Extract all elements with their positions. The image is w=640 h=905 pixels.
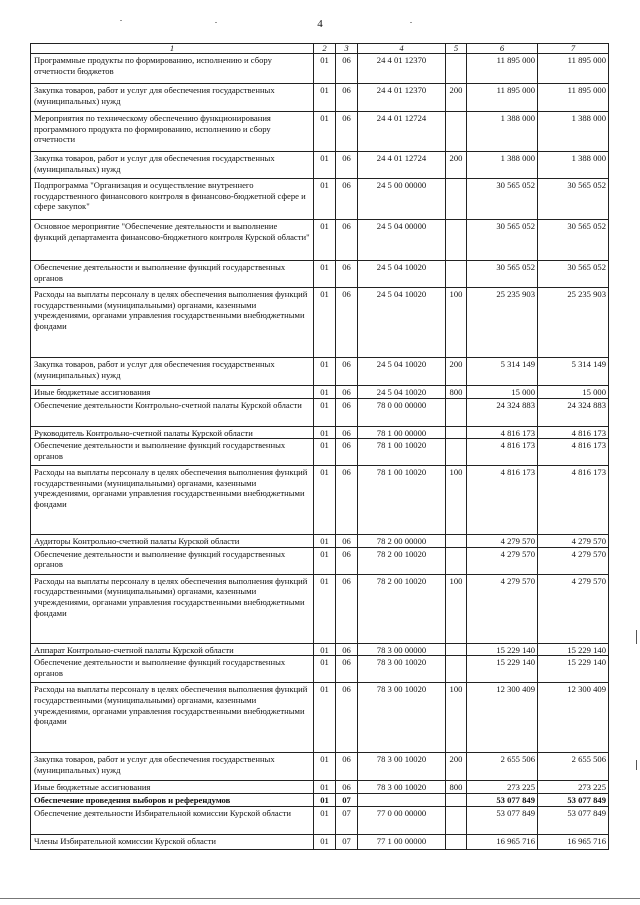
row-name: Мероприятия по техническому обеспечению функционирования программного продукта по формированию, исполнению и сбору отчетности xyxy=(31,112,314,152)
row-amount-col6: 11 895 000 xyxy=(467,84,538,112)
scan-edge-mark xyxy=(636,760,637,770)
row-expense-type: 100 xyxy=(446,683,467,753)
row-subsection: 06 xyxy=(336,781,358,794)
row-amount-col7: 11 895 000 xyxy=(538,54,609,84)
row-target-article: 78 1 00 10020 xyxy=(358,439,446,466)
row-section: 01 xyxy=(314,439,336,466)
scan-speck xyxy=(410,22,412,23)
row-target-article: 24 5 04 00000 xyxy=(358,220,446,261)
row-amount-col7: 5 314 149 xyxy=(538,358,609,386)
row-expense-type: 200 xyxy=(446,84,467,112)
row-subsection: 06 xyxy=(336,386,358,399)
table-row xyxy=(31,656,609,683)
row-subsection: 06 xyxy=(336,547,358,574)
row-expense-type: 200 xyxy=(446,358,467,386)
row-amount-col7: 16 965 716 xyxy=(538,834,609,849)
row-amount-col6: 15 229 140 xyxy=(467,643,538,656)
row-section: 01 xyxy=(314,179,336,220)
row-amount-col6: 15 229 140 xyxy=(467,656,538,683)
row-subsection: 06 xyxy=(336,753,358,781)
row-expense-type xyxy=(446,535,467,548)
row-amount-col7: 4 816 173 xyxy=(538,466,609,535)
row-subsection: 06 xyxy=(336,358,358,386)
row-amount-col6: 53 077 849 xyxy=(467,793,538,806)
row-target-article: 78 0 00 00000 xyxy=(358,398,446,426)
row-section: 01 xyxy=(314,466,336,535)
row-subsection: 06 xyxy=(336,643,358,656)
row-section: 01 xyxy=(314,574,336,643)
row-name: Закупка товаров, работ и услуг для обеспечения государственных (муниципальных) нужд xyxy=(31,84,314,112)
row-section: 01 xyxy=(314,152,336,179)
row-amount-col6: 273 225 xyxy=(467,781,538,794)
row-section: 01 xyxy=(314,386,336,399)
row-expense-type xyxy=(446,439,467,466)
row-name: Программные продукты по формированию, исполнению и сбору отчетности бюджетов xyxy=(31,54,314,84)
row-expense-type: 100 xyxy=(446,288,467,358)
column-header-3: 3 xyxy=(336,44,358,54)
row-name: Расходы на выплаты персоналу в целях обеспечения выполнения функций государственными (муниципальными) органами, казенными учреждениями, органами управления государственными внебюджетными фондами xyxy=(31,466,314,535)
row-name: Расходы на выплаты персоналу в целях обеспечения выполнения функций государственными (муниципальными) органами, казенными учреждениями, органами управления государственными внебюджетными фондами xyxy=(31,574,314,643)
row-target-article: 78 2 00 10020 xyxy=(358,547,446,574)
row-name: Иные бюджетные ассигнования xyxy=(31,781,314,794)
row-name: Руководитель Контрольно-счетной палаты Курской области xyxy=(31,426,314,439)
row-amount-col7: 30 565 052 xyxy=(538,179,609,220)
row-amount-col6: 15 000 xyxy=(467,386,538,399)
row-expense-type xyxy=(446,426,467,439)
row-amount-col6: 11 895 000 xyxy=(467,54,538,84)
row-target-article xyxy=(358,793,446,806)
row-target-article: 78 3 00 10020 xyxy=(358,753,446,781)
row-section: 01 xyxy=(314,84,336,112)
row-section: 01 xyxy=(314,220,336,261)
row-section: 01 xyxy=(314,547,336,574)
row-subsection: 07 xyxy=(336,806,358,834)
row-subsection: 06 xyxy=(336,220,358,261)
row-amount-col6: 12 300 409 xyxy=(467,683,538,753)
row-amount-col7: 30 565 052 xyxy=(538,261,609,288)
table-row xyxy=(31,426,609,439)
row-name: Обеспечение деятельности и выполнение функций государственных органов xyxy=(31,656,314,683)
row-target-article: 78 3 00 00000 xyxy=(358,643,446,656)
row-amount-col7: 4 816 173 xyxy=(538,426,609,439)
row-name: Закупка товаров, работ и услуг для обеспечения государственных (муниципальных) нужд xyxy=(31,358,314,386)
row-name: Члены Избирательной комиссии Курской области xyxy=(31,834,314,849)
row-section: 01 xyxy=(314,112,336,152)
row-subsection: 06 xyxy=(336,439,358,466)
column-header-4: 4 xyxy=(358,44,446,54)
table-row xyxy=(31,84,609,112)
table-row xyxy=(31,806,609,834)
row-name: Обеспечение деятельности и выполнение функций государственных органов xyxy=(31,547,314,574)
table-row xyxy=(31,574,609,643)
row-subsection: 06 xyxy=(336,656,358,683)
row-expense-type: 200 xyxy=(446,152,467,179)
row-expense-type: 100 xyxy=(446,466,467,535)
column-header-1: 1 xyxy=(31,44,314,54)
row-name: Обеспечение деятельности и выполнение функций государственных органов xyxy=(31,261,314,288)
row-target-article: 24 5 04 10020 xyxy=(358,386,446,399)
row-subsection: 07 xyxy=(336,834,358,849)
column-header-5: 5 xyxy=(446,44,467,54)
row-subsection: 06 xyxy=(336,54,358,84)
row-target-article: 24 5 00 00000 xyxy=(358,179,446,220)
page-number: 4 xyxy=(317,18,323,30)
row-expense-type: 200 xyxy=(446,753,467,781)
row-amount-col6: 24 324 883 xyxy=(467,398,538,426)
row-target-article: 24 5 04 10020 xyxy=(358,288,446,358)
row-amount-col7: 15 000 xyxy=(538,386,609,399)
row-target-article: 77 0 00 00000 xyxy=(358,806,446,834)
row-target-article: 78 1 00 00000 xyxy=(358,426,446,439)
row-subsection: 06 xyxy=(336,535,358,548)
table-row xyxy=(31,781,609,794)
table-row xyxy=(31,535,609,548)
row-name: Обеспечение проведения выборов и референдумов xyxy=(31,793,314,806)
row-amount-col7: 15 229 140 xyxy=(538,643,609,656)
row-expense-type xyxy=(446,54,467,84)
table-row xyxy=(31,466,609,535)
row-amount-col6: 30 565 052 xyxy=(467,220,538,261)
row-target-article: 78 2 00 10020 xyxy=(358,574,446,643)
row-expense-type xyxy=(446,179,467,220)
table-row xyxy=(31,261,609,288)
table-row xyxy=(31,386,609,399)
row-amount-col7: 273 225 xyxy=(538,781,609,794)
row-subsection: 06 xyxy=(336,574,358,643)
row-amount-col6: 1 388 000 xyxy=(467,152,538,179)
row-expense-type: 100 xyxy=(446,574,467,643)
row-section: 01 xyxy=(314,656,336,683)
row-amount-col6: 4 816 173 xyxy=(467,466,538,535)
table-row xyxy=(31,398,609,426)
row-amount-col7: 4 279 570 xyxy=(538,547,609,574)
row-amount-col6: 2 655 506 xyxy=(467,753,538,781)
table-row xyxy=(31,793,609,806)
row-target-article: 24 4 01 12724 xyxy=(358,112,446,152)
row-name: Обеспечение деятельности Избирательной комиссии Курской области xyxy=(31,806,314,834)
row-expense-type: 800 xyxy=(446,781,467,794)
row-expense-type xyxy=(446,793,467,806)
table-row xyxy=(31,152,609,179)
row-subsection: 06 xyxy=(336,152,358,179)
row-section: 01 xyxy=(314,398,336,426)
row-section: 01 xyxy=(314,54,336,84)
row-amount-col7: 53 077 849 xyxy=(538,806,609,834)
row-amount-col6: 5 314 149 xyxy=(467,358,538,386)
row-target-article: 24 4 01 12370 xyxy=(358,84,446,112)
table-row xyxy=(31,643,609,656)
row-section: 01 xyxy=(314,806,336,834)
row-name: Аудиторы Контрольно-счетной палаты Курской области xyxy=(31,535,314,548)
row-amount-col6: 4 816 173 xyxy=(467,426,538,439)
table-row xyxy=(31,834,609,849)
column-header-row xyxy=(31,44,609,54)
row-target-article: 78 3 00 10020 xyxy=(358,683,446,753)
row-section: 01 xyxy=(314,683,336,753)
row-subsection: 06 xyxy=(336,179,358,220)
row-section: 01 xyxy=(314,358,336,386)
row-amount-col7: 12 300 409 xyxy=(538,683,609,753)
row-expense-type xyxy=(446,806,467,834)
table-row xyxy=(31,112,609,152)
row-amount-col6: 1 388 000 xyxy=(467,112,538,152)
row-target-article: 78 3 00 10020 xyxy=(358,656,446,683)
column-header-6: 6 xyxy=(467,44,538,54)
row-subsection: 06 xyxy=(336,683,358,753)
row-section: 01 xyxy=(314,288,336,358)
column-header-7: 7 xyxy=(538,44,609,54)
row-target-article: 78 2 00 00000 xyxy=(358,535,446,548)
scan-speck xyxy=(215,22,217,23)
row-section: 01 xyxy=(314,535,336,548)
column-header-2: 2 xyxy=(314,44,336,54)
row-name: Иные бюджетные ассигнования xyxy=(31,386,314,399)
row-amount-col7: 4 279 570 xyxy=(538,535,609,548)
table-row xyxy=(31,683,609,753)
table-row xyxy=(31,547,609,574)
row-expense-type xyxy=(446,547,467,574)
table-body xyxy=(31,54,609,850)
row-target-article: 24 4 01 12370 xyxy=(358,54,446,84)
table-row xyxy=(31,220,609,261)
row-target-article: 78 3 00 10020 xyxy=(358,781,446,794)
row-section: 01 xyxy=(314,753,336,781)
row-name: Аппарат Контрольно-счетной палаты Курской области xyxy=(31,643,314,656)
page-bottom-edge xyxy=(0,898,640,899)
row-amount-col6: 30 565 052 xyxy=(467,179,538,220)
row-subsection: 06 xyxy=(336,112,358,152)
row-section: 01 xyxy=(314,261,336,288)
row-expense-type xyxy=(446,643,467,656)
row-amount-col7: 1 388 000 xyxy=(538,112,609,152)
table-row xyxy=(31,54,609,84)
row-target-article: 24 4 01 12724 xyxy=(358,152,446,179)
row-subsection: 06 xyxy=(336,288,358,358)
table-row xyxy=(31,288,609,358)
row-amount-col7: 25 235 903 xyxy=(538,288,609,358)
row-target-article: 24 5 04 10020 xyxy=(358,358,446,386)
row-expense-type: 800 xyxy=(446,386,467,399)
row-amount-col7: 24 324 883 xyxy=(538,398,609,426)
row-name: Закупка товаров, работ и услуг для обеспечения государственных (муниципальных) нужд xyxy=(31,152,314,179)
table-row xyxy=(31,179,609,220)
row-amount-col7: 11 895 000 xyxy=(538,84,609,112)
row-amount-col7: 2 655 506 xyxy=(538,753,609,781)
row-amount-col7: 15 229 140 xyxy=(538,656,609,683)
row-name: Обеспечение деятельности Контрольно-счетной палаты Курской области xyxy=(31,398,314,426)
row-amount-col6: 4 279 570 xyxy=(467,535,538,548)
row-amount-col6: 16 965 716 xyxy=(467,834,538,849)
row-expense-type xyxy=(446,656,467,683)
row-amount-col7: 4 279 570 xyxy=(538,574,609,643)
row-amount-col6: 25 235 903 xyxy=(467,288,538,358)
row-amount-col7: 30 565 052 xyxy=(538,220,609,261)
row-amount-col6: 53 077 849 xyxy=(467,806,538,834)
row-subsection: 06 xyxy=(336,84,358,112)
row-expense-type xyxy=(446,112,467,152)
row-amount-col6: 4 279 570 xyxy=(467,547,538,574)
row-expense-type xyxy=(446,398,467,426)
row-name: Расходы на выплаты персоналу в целях обеспечения выполнения функций государственными (муниципальными) органами, казенными учреждениями, органами управления государственными внебюджетными фондами xyxy=(31,683,314,753)
table-row xyxy=(31,439,609,466)
row-expense-type xyxy=(446,261,467,288)
row-name: Закупка товаров, работ и услуг для обеспечения государственных (муниципальных) нужд xyxy=(31,753,314,781)
scan-speck xyxy=(120,20,122,21)
row-subsection: 06 xyxy=(336,261,358,288)
row-subsection: 07 xyxy=(336,793,358,806)
row-target-article: 24 5 04 10020 xyxy=(358,261,446,288)
row-section: 01 xyxy=(314,834,336,849)
row-section: 01 xyxy=(314,643,336,656)
table-row xyxy=(31,358,609,386)
row-target-article: 78 1 00 10020 xyxy=(358,466,446,535)
row-name: Обеспечение деятельности и выполнение функций государственных органов xyxy=(31,439,314,466)
row-amount-col6: 4 816 173 xyxy=(467,439,538,466)
row-section: 01 xyxy=(314,781,336,794)
row-amount-col7: 1 388 000 xyxy=(538,152,609,179)
budget-table xyxy=(30,43,609,850)
row-amount-col7: 53 077 849 xyxy=(538,793,609,806)
row-name: Расходы на выплаты персоналу в целях обеспечения выполнения функций государственными (муниципальными) органами, казенными учреждениями, органами управления государственными внебюджетными фондами xyxy=(31,288,314,358)
row-amount-col6: 30 565 052 xyxy=(467,261,538,288)
row-expense-type xyxy=(446,834,467,849)
table-row xyxy=(31,753,609,781)
scan-edge-mark xyxy=(636,630,637,644)
row-expense-type xyxy=(446,220,467,261)
row-amount-col6: 4 279 570 xyxy=(467,574,538,643)
row-subsection: 06 xyxy=(336,426,358,439)
row-target-article: 77 1 00 00000 xyxy=(358,834,446,849)
row-subsection: 06 xyxy=(336,466,358,535)
row-amount-col7: 4 816 173 xyxy=(538,439,609,466)
row-name: Подпрограмма "Организация и осуществление внутреннего государственного финансового контроля в финансово-бюджетной сфере и сфере закупок" xyxy=(31,179,314,220)
row-section: 01 xyxy=(314,426,336,439)
row-section: 01 xyxy=(314,793,336,806)
row-name: Основное мероприятие "Обеспечение деятельности и выполнение функций департамента финансово-бюджетного контроля Курской области" xyxy=(31,220,314,261)
row-subsection: 06 xyxy=(336,398,358,426)
